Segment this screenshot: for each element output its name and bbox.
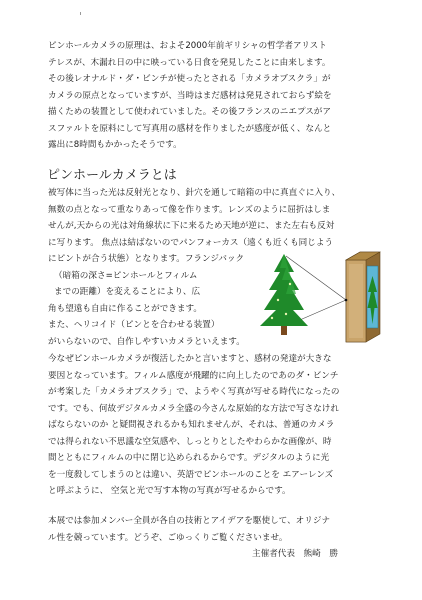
closing-paragraph [48, 513, 378, 546]
text-line: です。でも、何故デジタルカメラ全盛の今さんな原始的な方法で写さなけれ [48, 403, 339, 414]
text-line: カメラの原点となっていますが、当時はまだ感材は発見されておらず絵を [48, 90, 332, 101]
text-line: ル性を競っています。どうぞ、ごゆっくりご覧くださいませ。 [48, 532, 288, 543]
revival-paragraph [48, 351, 378, 500]
text-line: テレスが、木漏れ日の中に映っている日食を発見したことに由来します。 [48, 57, 331, 68]
camera-box-icon [345, 252, 380, 342]
text-line: ピンホールカメラの原理は、およそ2000年前ギリシャの哲学者アリスト [48, 41, 327, 51]
text-line: スファルトを原料にして写真用の感材を作りましたが感度が低く、なんと [48, 123, 332, 134]
text-line: 間とともにフィルムの中に閉じ込められるからです。デジタルのように光 [48, 453, 330, 463]
pinhole-camera-illustration [256, 250, 381, 345]
text-line: 露出に8時間もかかったそうです。 [48, 140, 182, 150]
text-line: 今なぜピンホールカメラが復活したかと言いますと、感材の発達が大きな [48, 354, 332, 364]
text-line: その後レオナルド・ダ・ビンチが使ったとされる「カメラオブスクラ」が [48, 74, 331, 84]
intro-paragraph [48, 38, 378, 154]
text-line: また、ヘリコイド（ピンとを合わせる装置） [48, 320, 220, 330]
pinhole-diagram [256, 250, 381, 345]
scan-mark [80, 12, 81, 15]
section-heading: ピンホールカメラとは [47, 168, 177, 183]
tree-icon [260, 254, 308, 335]
text-line: （暗箱の深さ=ピンホールとフィルム [54, 270, 198, 281]
text-line: 要因となっています。フィルム感度が飛躍的に向上したのであのダ・ビンチ [48, 370, 339, 381]
text-line: がいらないので、自作しやすいカメラといえます。 [48, 336, 245, 347]
text-line: にピントが合う状態）となります。フランジバック [48, 254, 245, 264]
text-line: では得られない不思議な空気感や、しっとりとしたやわらかな画像が、時 [48, 436, 332, 447]
text-line: 描くための装置として使われていました。その後フランスのニエプスがア [48, 107, 331, 117]
text-line: せんが,天からの光は対角線状に下に来るため天地が逆に、また左右も反対 [48, 221, 335, 231]
text-line: 角も望遠も自由に作ることができます。 [48, 303, 203, 314]
text-line: が考案した「カメラオブスクラ」で、ようやく写真が写せる時代になったの [48, 387, 340, 397]
signature: 主催者代表 熊崎 勝 [252, 549, 338, 559]
text-line: 被写体に当った光は反射光となり、針穴を通して暗箱の中に真直ぐに入り、 [48, 188, 341, 198]
text-line: に写ります。 焦点は結ばないのでパンフォーカス（遠くも近くも同じよう [48, 237, 334, 248]
text-line: 無数の点となって重なりあって像を作ります。レンズのように屈折はしま [48, 204, 331, 215]
text-line: を一度殺してしまうのとは違い、英語でピンホールのことを エアーレンズ [48, 469, 334, 480]
text-line: と呼ぶように、 空気と光で写す本物の写真が写せるからです。 [48, 486, 291, 496]
text-line: までの距離）を変えることにより、広 [54, 287, 201, 297]
text-line: 本展では参加メンバー全員が各自の技術とアイデアを駆使して、オリジナ [48, 516, 331, 526]
text-line: ばならないのか と疑問視されるかも知れませんが、それは、普通のカメラ [48, 420, 335, 430]
